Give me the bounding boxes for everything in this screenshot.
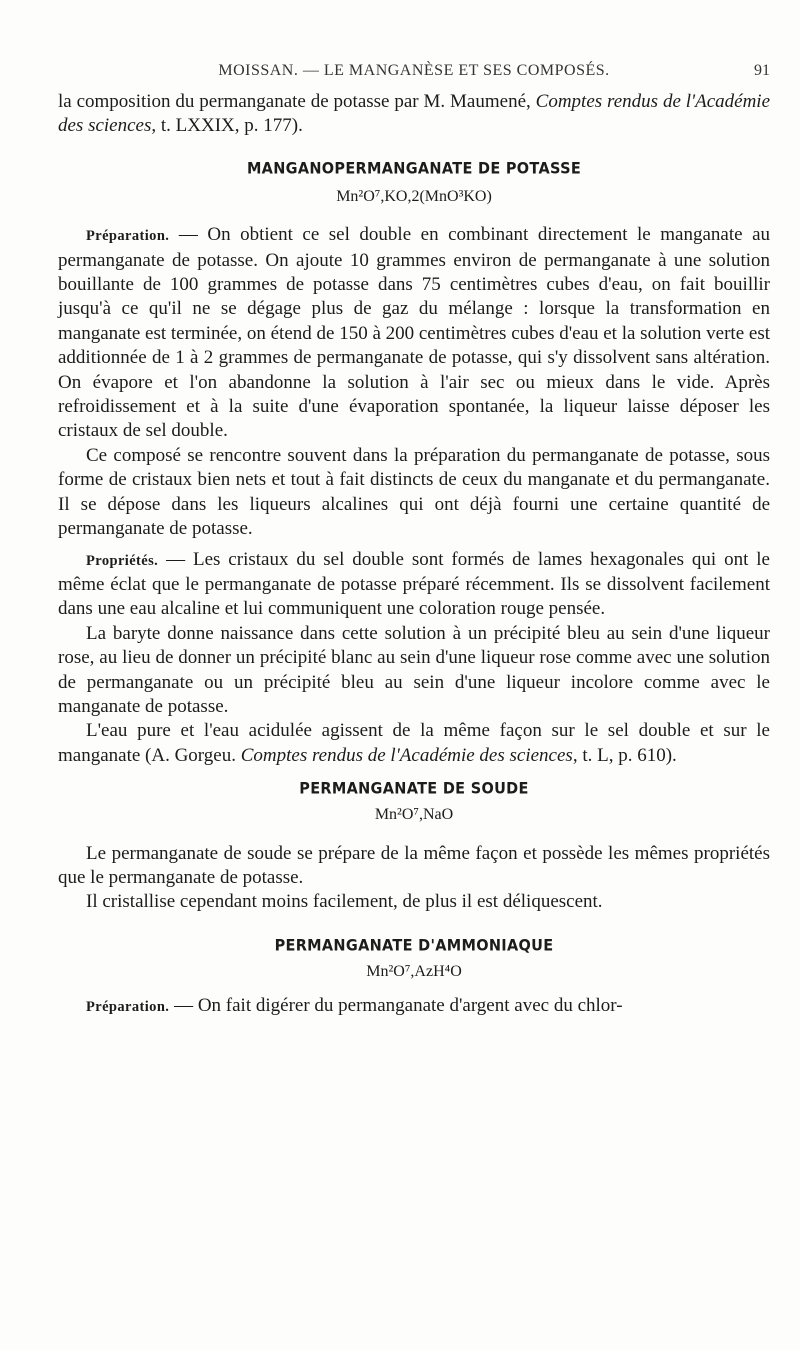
water-text-end: , t. L, p. 610). — [572, 744, 677, 766]
baryte-paragraph: La baryte donne naissance dans cette solution à un précipité bleu au sein d'une liqueur rose, au lieu de donner un précipité blanc au sein d'une liqueur rose comme avec une solution de permanganate ou un précipité bleu au sein d'une liqueur incolore comme avec le manganate de potasse. — [58, 622, 770, 717]
ammoniaque-preparation-text: — On fait digérer du permanganate d'argent avec du chlor- — [169, 995, 623, 1017]
section-title-permanganate-soude: PERMANGANATE DE SOUDE — [299, 780, 529, 799]
page-header — [58, 62, 770, 86]
intro-text-end: , t. LXXIX, p. 177). — [151, 115, 303, 137]
properties-label: Propriétés. — [86, 552, 159, 569]
intro-text: la composition du permanganate de potasse par M. Maumené, — [58, 91, 536, 112]
intro-citation: Comptes rendus de l'Académie des sciences — [58, 91, 771, 137]
ammoniaque-preparation-label: Préparation. — [86, 999, 170, 1016]
properties-paragraph — [58, 548, 770, 622]
preparation-text: — On obtient ce sel double en combinant directement le manganate au permanganate de potasse. On ajoute 10 grammes environ de permanganate à une solution bouillante de 100 grammes de potasse dans 75 centimètres cubes d'eau, on fait bouillir jusqu'à ce qu'il ne se dégage plus de gaz du mélange : lorsque la transformation en manganate est terminée, on étend de 150 à 200 centimètres cubes d'eau et la solution verte est additionnée de 1 à 2 grammes de permanganate de potasse, qui s'y dissolvent sans altération. On évapore et l'on abandonne la solution à l'air sec ou mieux dans le vide. Après refroidissement et à la suite d'une évaporation spontanée, la liqueur laisse déposer les cristaux de sel double. — [58, 224, 770, 442]
water-text: L'eau pure et l'eau acidulée agissent de la même façon sur le sel double et sur le manganate (A. Gorgeu. — [58, 720, 770, 766]
section-title-manganopermanganate: MANGANOPERMANGANATE DE POTASSE — [246, 159, 582, 178]
preparation-paragraph — [58, 223, 770, 444]
water-citation: Comptes rendus de l'Académie des sciences — [240, 744, 573, 766]
page-body — [58, 90, 770, 1020]
running-head: MOISSAN. — LE MANGANÈSE ET SES COMPOSÉS. — [218, 62, 610, 79]
formula-permanganate-soude: Mn²O⁷,NaO — [374, 806, 454, 824]
ammoniaque-preparation-paragraph — [58, 994, 770, 1019]
intro-paragraph — [58, 90, 770, 139]
properties-text: — Les cristaux du sel double sont formés de lames hexagonales qui ont le même éclat que le permanganate de potasse préparé récemment. Ils se dissolvent facilement dans une eau alcaline et lui communiquent une coloration rouge pensée. — [58, 548, 770, 620]
preparation-label: Préparation. — [86, 228, 170, 245]
soude-paragraph-1: Le permanganate de soude se prépare de la même façon et possède les mêmes propriétés que le permanganate de potasse. — [58, 842, 770, 888]
formula-manganopermanganate: Mn²O⁷,KO,2(MnO³KO) — [336, 187, 492, 205]
formula-permanganate-ammoniaque: Mn²O⁷,AzH⁴O — [366, 962, 462, 980]
section-title-permanganate-ammoniaque: PERMANGANATE D'AMMONIAQUE — [274, 936, 554, 955]
water-paragraph — [58, 719, 770, 768]
soude-paragraph-2: Il cristallise cependant moins facilement, de plus il est déliquescent. — [86, 891, 603, 913]
page-number: 91 — [754, 62, 770, 79]
composition-paragraph: Ce composé se rencontre souvent dans la préparation du permanganate de potasse, sous forme de cristaux bien nets et tout à fait distincts de ceux du manganate et du permanganate. Il se dépose dans les liqueurs alcalines qui ont déjà fourni une certaine quantité de permanganate de potasse. — [58, 444, 770, 540]
